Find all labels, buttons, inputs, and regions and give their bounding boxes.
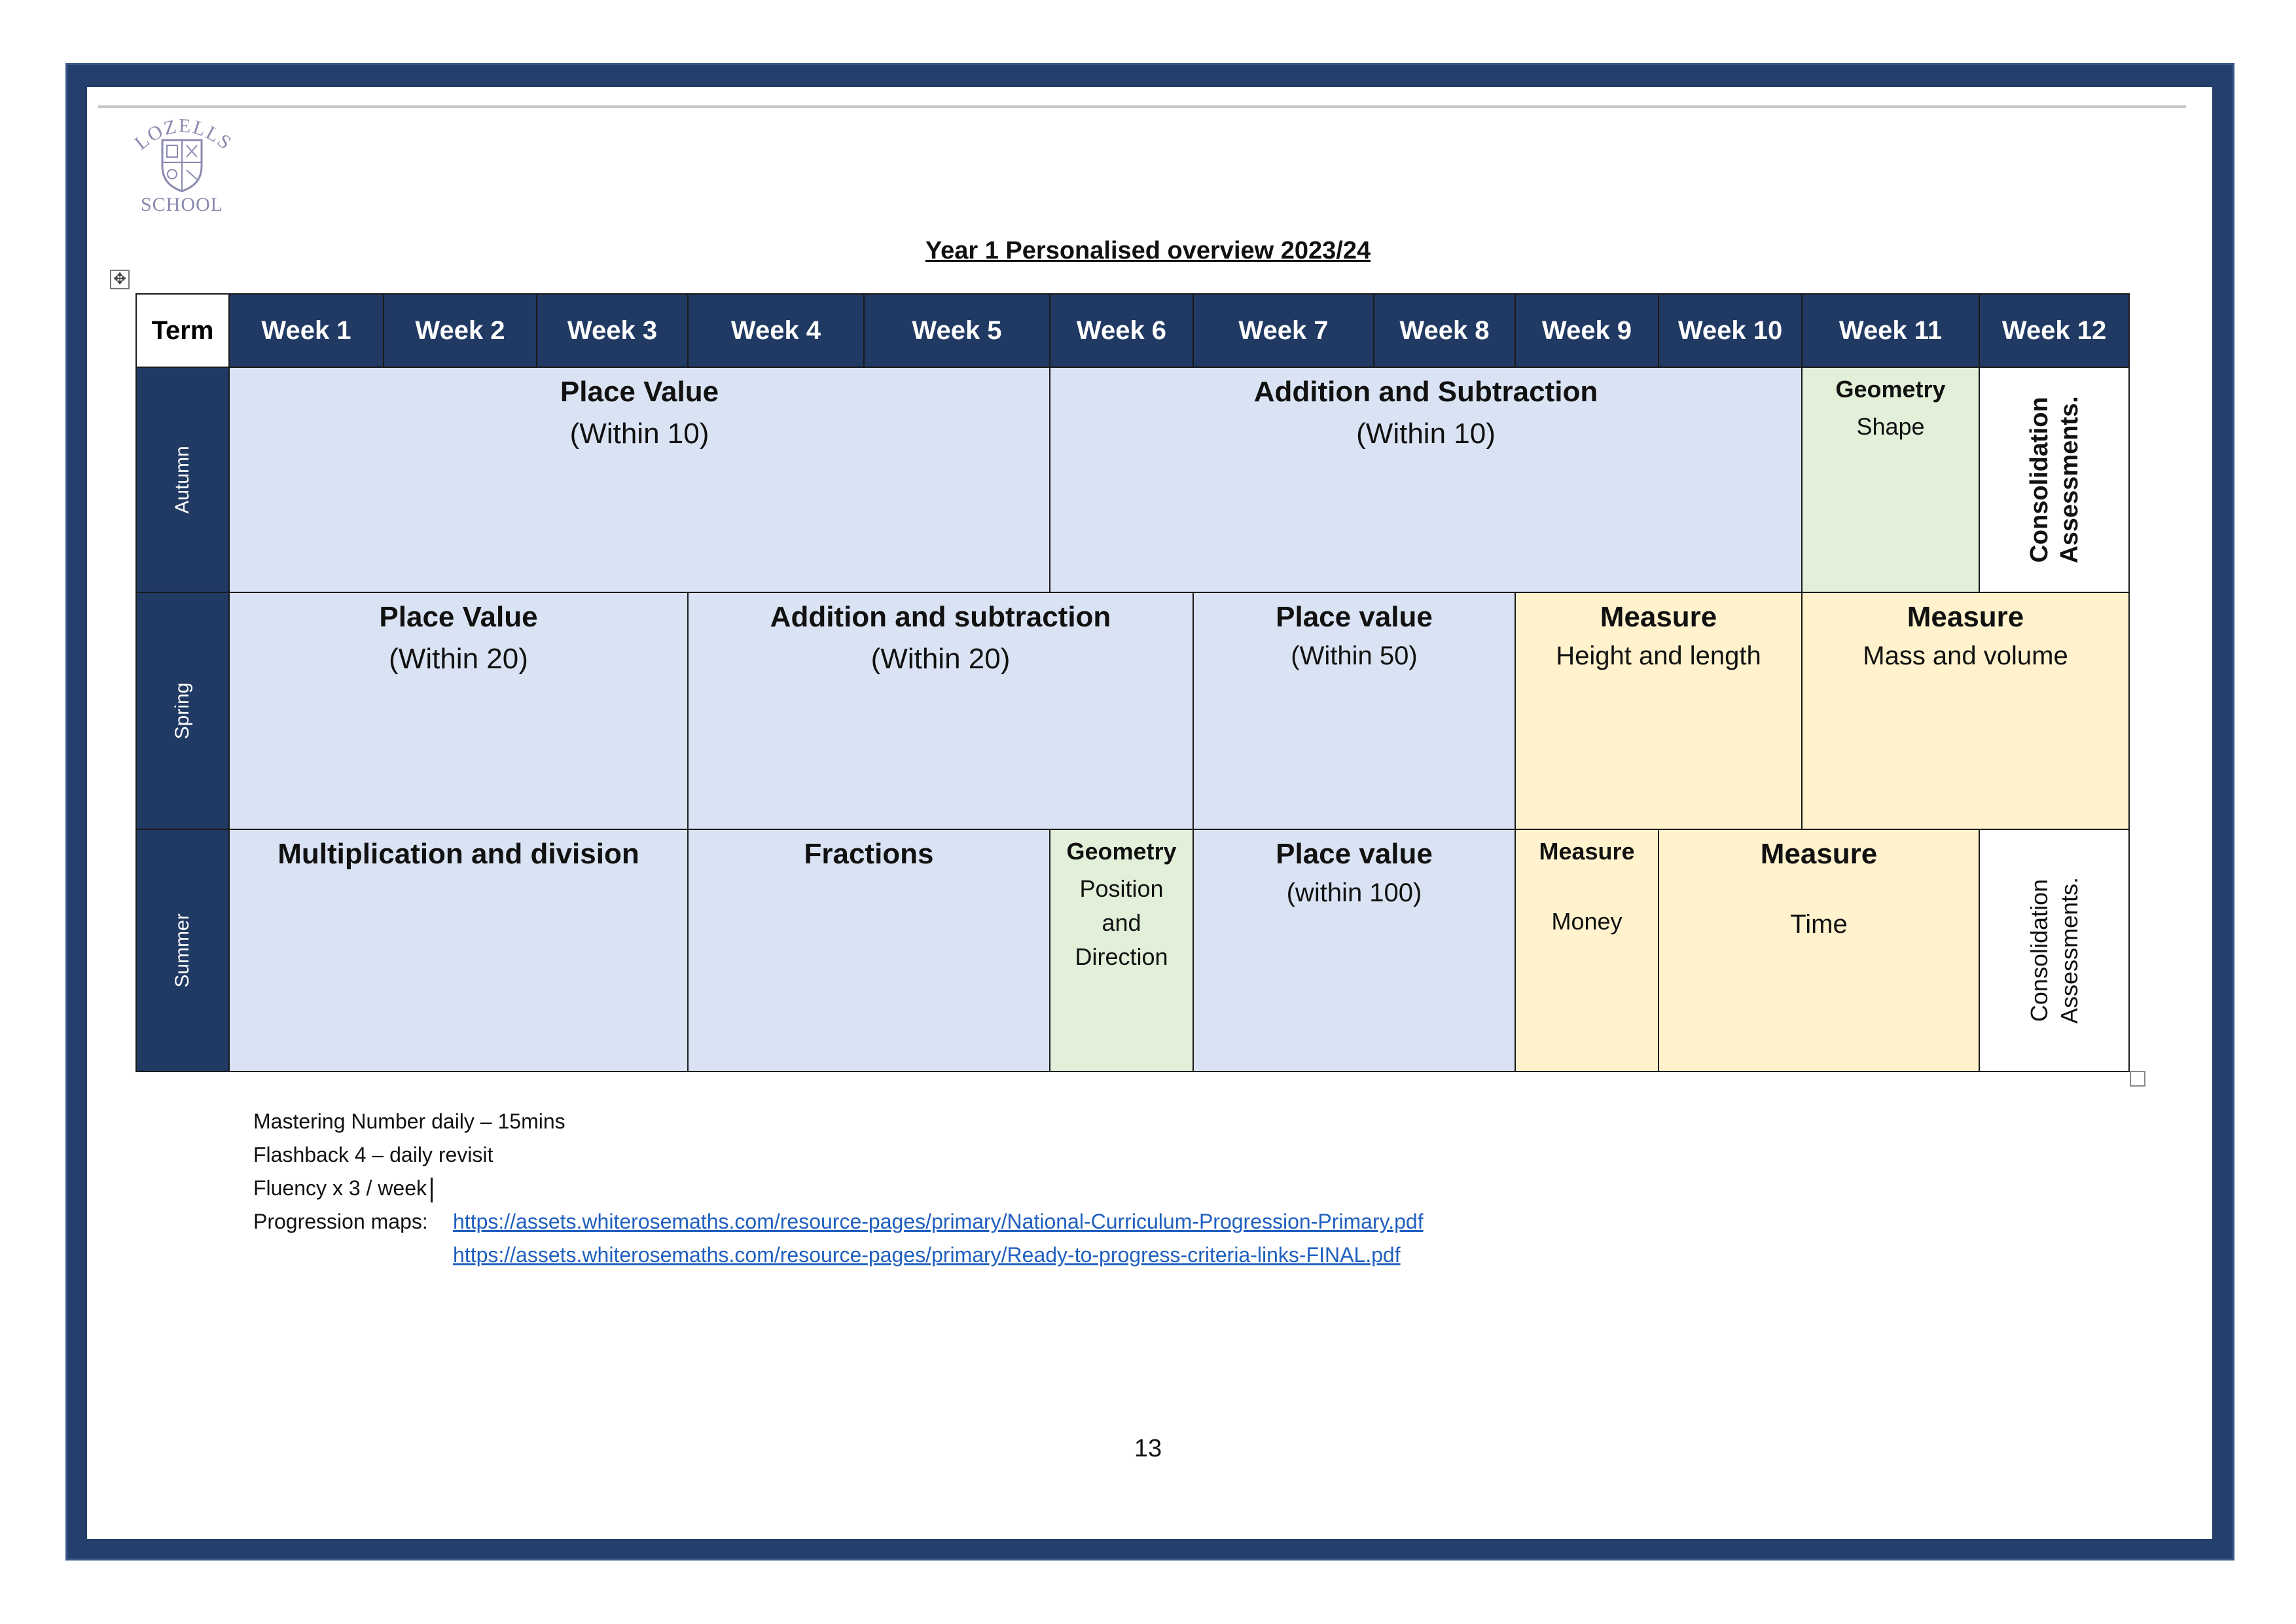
block-title: Multiplication and division [278,838,639,870]
block-title: Measure [1907,601,2024,633]
block-title: Geometry [1066,838,1177,865]
block-title: Measure [1600,601,1717,633]
term-label: Autumn [171,446,193,514]
block-title: Consolidation [2025,397,2053,563]
header-rule [98,105,2186,108]
note-text: Fluency x 3 / week [253,1176,427,1200]
header-term: Term [136,294,229,367]
block-sub: Money [1551,908,1623,935]
term-row-summer [136,829,2129,1072]
block-title: Fractions [804,838,934,870]
block-title: Geometry [1835,376,1946,403]
term-row-autumn [136,367,2129,592]
term-label: Summer [171,913,193,988]
header-week-2: Week 2 [384,294,537,367]
header-week-10: Week 10 [1659,294,1802,367]
header-week-8: Week 8 [1374,294,1515,367]
header-week-1: Week 1 [229,294,384,367]
block-cell[interactable] [1659,829,1979,1072]
block-title: Measure [1539,838,1635,865]
block-vertical-text [2024,396,2085,564]
text-caret [431,1178,433,1202]
logo-school-text: SCHOOL [140,194,223,215]
document-title: Year 1 Personalised overview 2023/24 [925,237,1371,264]
term-spring [136,592,229,829]
header-week-5: Week 5 [864,294,1050,367]
block-title: Place value [1276,838,1433,870]
page-number: 13 [1134,1435,1162,1462]
svg-text:LOZELLS: LOZELLS [130,115,236,154]
table-move-handle-icon[interactable]: ✥ [110,270,130,289]
header-week-4: Week 4 [688,294,864,367]
block-cell[interactable] [1515,592,1802,829]
header-week-12: Week 12 [1979,294,2129,367]
header-week-3: Week 3 [537,294,688,367]
block-cell[interactable] [1050,829,1193,1072]
block-sub: (within 100) [1286,878,1422,907]
block-cell[interactable] [1979,367,2129,592]
block-cell[interactable] [1193,829,1515,1072]
block-cell[interactable] [1515,829,1659,1072]
notes [253,1105,1424,1272]
note-line-with-caret [253,1172,565,1205]
block-title: Place value [1276,601,1433,633]
block-cell[interactable] [229,367,1050,592]
term-label: Spring [171,682,193,740]
block-title: Addition and Subtraction [1253,376,1598,408]
header-week-11: Week 11 [1802,294,1979,367]
block-cell[interactable] [1802,592,2129,829]
block-sub: (Within 50) [1291,641,1418,670]
block-sub: Height and length [1556,641,1761,670]
progression-row [253,1205,1424,1238]
block-cell[interactable] [229,592,688,829]
block-title: Addition and subtraction [770,601,1111,633]
term-row-spring [136,592,2129,829]
block-sub: Mass and volume [1863,641,2068,670]
overview-table [135,293,2130,1072]
block-vertical-text [2024,877,2085,1024]
block-sub: Time [1790,910,1848,939]
block-title: Place Value [560,376,719,408]
block-cell[interactable] [1193,592,1515,829]
progression-link-2[interactable]: https://assets.whiterosemaths.com/resource-pages/primary/Ready-to-progress-criteria-links-FINAL.pdf [453,1243,1401,1267]
header-week-7: Week 7 [1193,294,1374,367]
block-title: Measure [1760,838,1878,870]
block-title: Place Value [379,601,538,633]
block-sub: (Within 20) [870,643,1011,675]
header-week-9: Week 9 [1515,294,1659,367]
block-sub: Position and Direction [1075,875,1168,970]
block-title: Consolidation [2025,878,2053,1022]
block-sub: Shape [1856,413,1925,440]
block-cell[interactable] [688,592,1193,829]
note-line: Mastering Number daily – 15mins [253,1110,565,1133]
term-summer [136,829,229,1072]
progression-label: Progression maps: [253,1210,428,1233]
block-sub: Assessments. [2055,876,2083,1024]
term-autumn [136,367,229,592]
block-cell[interactable] [1979,829,2129,1072]
school-logo [123,113,241,217]
block-sub: (Within 10) [1356,418,1496,450]
block-sub: (Within 10) [569,418,709,450]
progression-row [253,1238,1401,1272]
block-cell[interactable] [1050,367,1802,592]
table-resize-handle[interactable] [2130,1071,2145,1087]
header-week-6: Week 6 [1050,294,1193,367]
note-line: Flashback 4 – daily revisit [253,1143,493,1166]
block-cell[interactable] [229,829,688,1072]
header-row [136,294,2129,367]
block-sub: Assessments. [2055,396,2083,564]
block-cell[interactable] [1802,367,1979,592]
shield-icon [159,136,205,194]
progression-link-1[interactable]: https://assets.whiterosemaths.com/resource-pages/primary/National-Curriculum-Progression-Primary.pdf [453,1210,1424,1233]
block-cell[interactable] [688,829,1050,1072]
block-sub: (Within 20) [389,643,528,675]
